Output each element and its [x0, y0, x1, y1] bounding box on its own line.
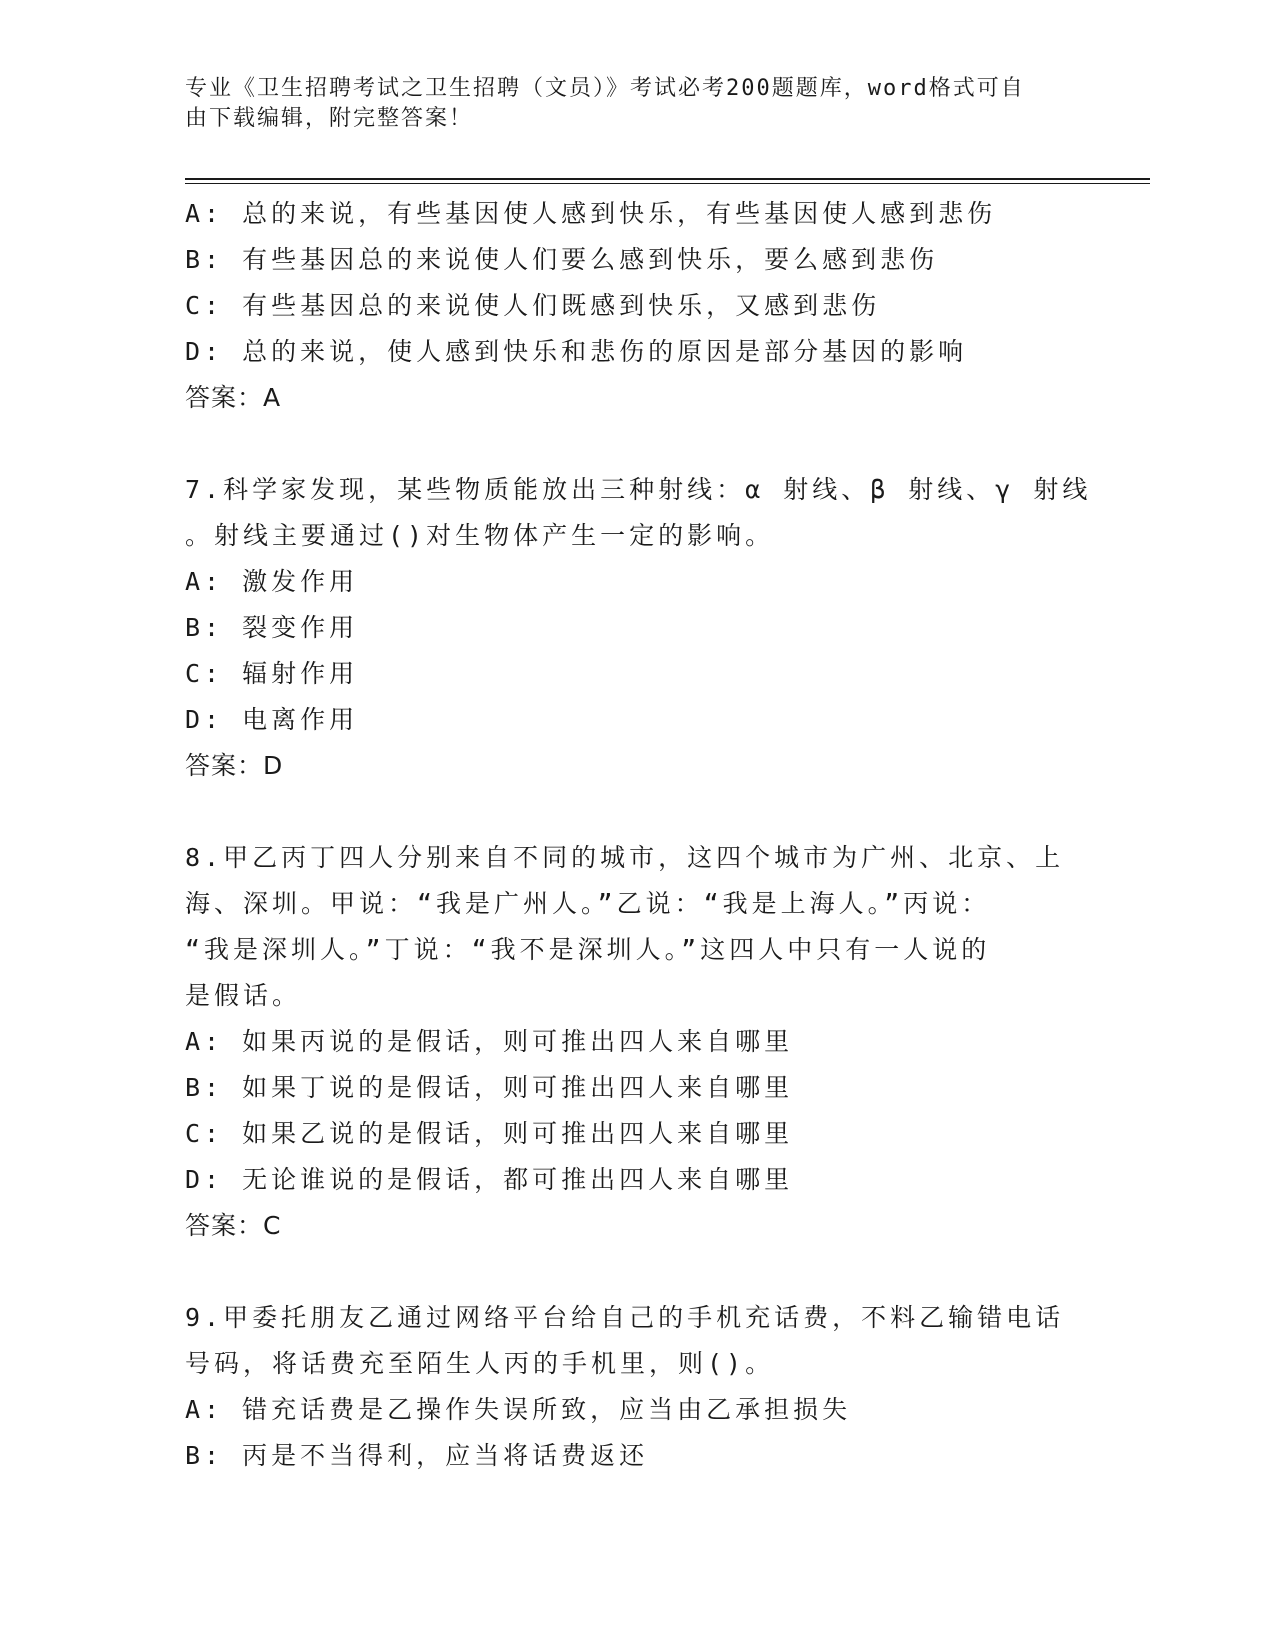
q7-answer: 答案：D — [185, 751, 284, 780]
header-divider-thin — [185, 183, 1150, 184]
q6-option-d: D: 总的来说，使人感到快乐和悲伤的原因是部分基因的影响 — [185, 337, 968, 366]
q7-option-a: A: 激发作用 — [185, 567, 359, 596]
q7-stem-line-2: 。射线主要通过()对生物体产生一定的影响。 — [185, 521, 775, 550]
question-spacer — [185, 421, 1085, 467]
q8-option-a: A: 如果丙说的是假话，则可推出四人来自哪里 — [185, 1027, 794, 1056]
q7-option-b: B: 裂变作用 — [185, 613, 359, 642]
q8-option-d: D: 无论谁说的是假话，都可推出四人来自哪里 — [185, 1165, 794, 1194]
q8-stem-line-4: 是假话。 — [185, 981, 302, 1010]
q8-stem-line-1: 8.甲乙丙丁四人分别来自不同的城市，这四个城市为广州、北京、上 — [185, 843, 1065, 872]
q9-option-b: B: 丙是不当得利，应当将话费返还 — [185, 1441, 649, 1470]
q8-option-c: C: 如果乙说的是假话，则可推出四人来自哪里 — [185, 1119, 794, 1148]
question-list — [185, 191, 1092, 1479]
q8-option-b: B: 如果丁说的是假话，则可推出四人来自哪里 — [185, 1073, 794, 1102]
q6-option-a: A: 总的来说，有些基因使人感到快乐，有些基因使人感到悲伤 — [185, 199, 997, 228]
question-8 — [185, 835, 1085, 1249]
question-spacer — [185, 1249, 1085, 1295]
q9-stem-line-2: 号码，将话费充至陌生人丙的手机里，则()。 — [185, 1349, 775, 1378]
q7-option-d: D: 电离作用 — [185, 705, 359, 734]
header-line-1: 专业《卫生招聘考试之卫生招聘（文员）》考试必考200题题库，word格式可自 — [185, 76, 1025, 101]
q8-stem-line-3: “我是深圳人。”丁说：“我不是深圳人。”这四人中只有一人说的 — [185, 935, 991, 964]
q8-answer: 答案：C — [185, 1211, 282, 1240]
q8-stem-line-2: 海、深圳。甲说：“我是广州人。”乙说：“我是上海人。”丙说： — [185, 889, 991, 918]
q9-option-a: A: 错充话费是乙操作失误所致，应当由乙承担损失 — [185, 1395, 852, 1424]
q7-stem-line-1: 7.科学家发现，某些物质能放出三种射线：α 射线、β 射线、γ 射线 — [185, 475, 1092, 504]
question-9 — [185, 1295, 1085, 1479]
document-header — [185, 74, 1065, 134]
q7-option-c: C: 辐射作用 — [185, 659, 359, 688]
header-divider-thick — [185, 178, 1150, 180]
q6-answer: 答案：A — [185, 383, 282, 412]
header-line-2: 由下载编辑，附完整答案！ — [185, 106, 474, 131]
q9-stem-line-1: 9.甲委托朋友乙通过网络平台给自己的手机充话费，不料乙输错电话 — [185, 1303, 1065, 1332]
question-7 — [185, 467, 1092, 789]
question-spacer — [185, 789, 1085, 835]
question-6 — [185, 191, 1085, 421]
q6-option-b: B: 有些基因总的来说使人们要么感到快乐，要么感到悲伤 — [185, 245, 939, 274]
q6-option-c: C: 有些基因总的来说使人们既感到快乐，又感到悲伤 — [185, 291, 881, 320]
